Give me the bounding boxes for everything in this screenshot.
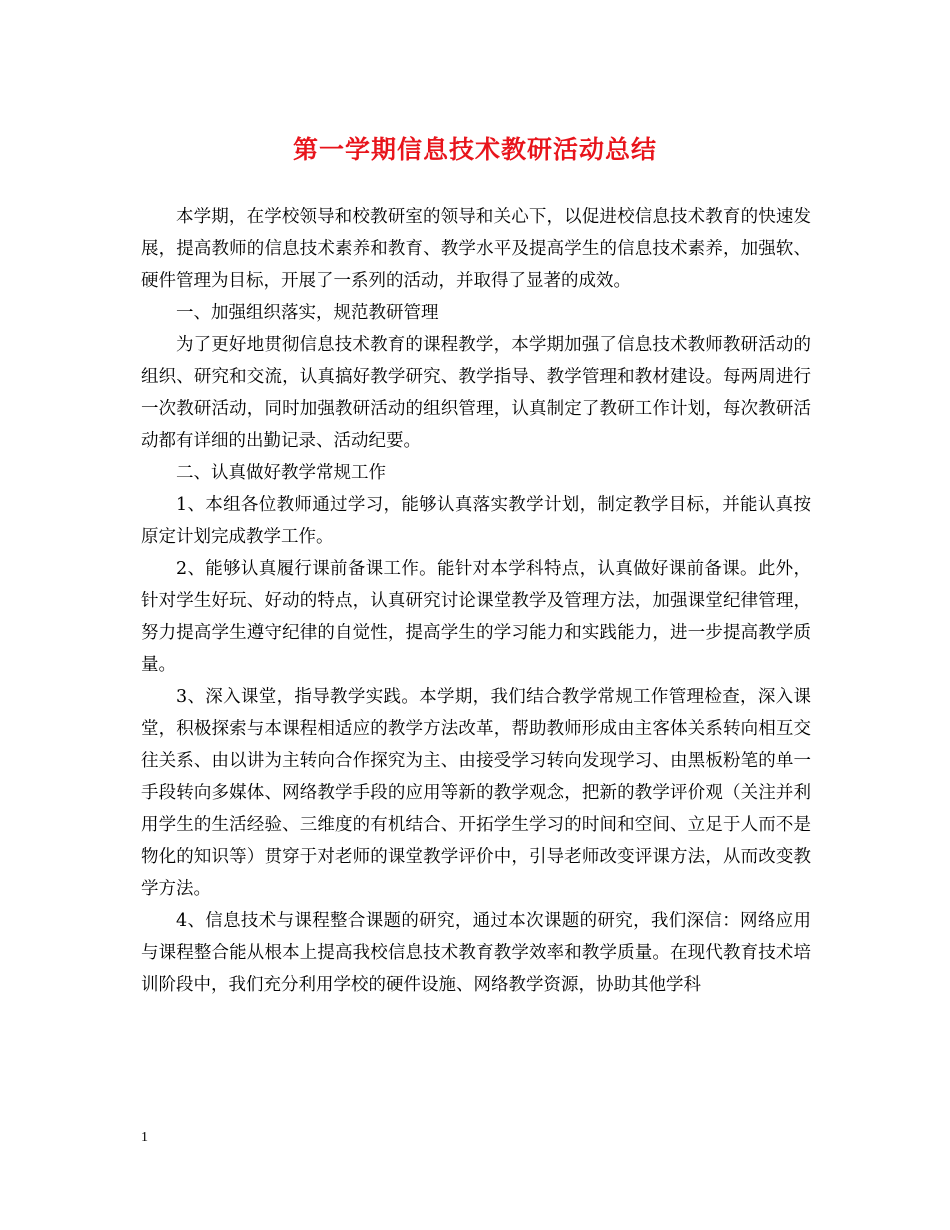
paragraph-item-2: 2、能够认真履行课前备课工作。能针对本学科特点，认真做好课前备课。此外，针对学生好玩、好动的特点，认真研究讨论课堂教学及管理方法，加强课堂纪律管理，努力提高学生遵守纪律的自觉性，提高学生的学习能力和实践能力，进一步提高教学质量。: [141, 559, 811, 675]
section-heading-2: 二、认真做好教学常规工作: [176, 463, 386, 483]
page-number: 1: [141, 1130, 148, 1145]
section-heading-1: 一、加强组织落实，规范教研管理: [176, 303, 439, 323]
document-body: [141, 201, 811, 1001]
paragraph-item-3: 3、深入课堂，指导教学实践。本学期，我们结合教学常规工作管理检查，深入课堂，积极探索与本课程相适应的教学方法改革，帮助教师形成由主客体关系转向相互交往关系、由以讲为主转向合作探究为主、由接受学习转向发现学习、由黑板粉笔的单一手段转向多媒体、网络教学手段的应用等新的教学观念，把新的教学评价观（关注并利用学生的生活经验、三维度的有机结合、开拓学生学习的时间和空间、立足于人而不是物化的知识等）贯穿于对老师的课堂教学评价中，引导老师改变评课方法，从而改变教学方法。: [141, 687, 811, 899]
paragraph-intro: 本学期，在学校领导和校教研室的领导和关心下，以促进校信息技术教育的快速发展，提高教师的信息技术素养和教育、教学水平及提高学生的信息技术素养，加强软、硬件管理为目标，开展了一系列的活动，并取得了显著的成效。: [141, 207, 811, 291]
document-title: 第一学期信息技术教研活动总结: [292, 135, 657, 164]
paragraph-item-4: 4、信息技术与课程整合课题的研究，通过本次课题的研究，我们深信：网络应用与课程整合能从根本上提高我校信息技术教育教学效率和教学质量。在现代教育技术培训阶段中，我们充分利用学校的硬件设施、网络教学资源，协助其他学科: [141, 911, 811, 995]
paragraph-item-1: 1、本组各位教师通过学习，能够认真落实教学计划，制定教学目标，并能认真按原定计划完成教学工作。: [141, 495, 811, 547]
paragraph-section-1: 为了更好地贯彻信息技术教育的课程教学，本学期加强了信息技术教师教研活动的组织、研究和交流，认真搞好教学研究、教学指导、教学管理和教材建设。每两周进行一次教研活动，同时加强教研活动的组织管理，认真制定了教研工作计划，每次教研活动都有详细的出勤记录、活动纪要。: [141, 335, 811, 451]
